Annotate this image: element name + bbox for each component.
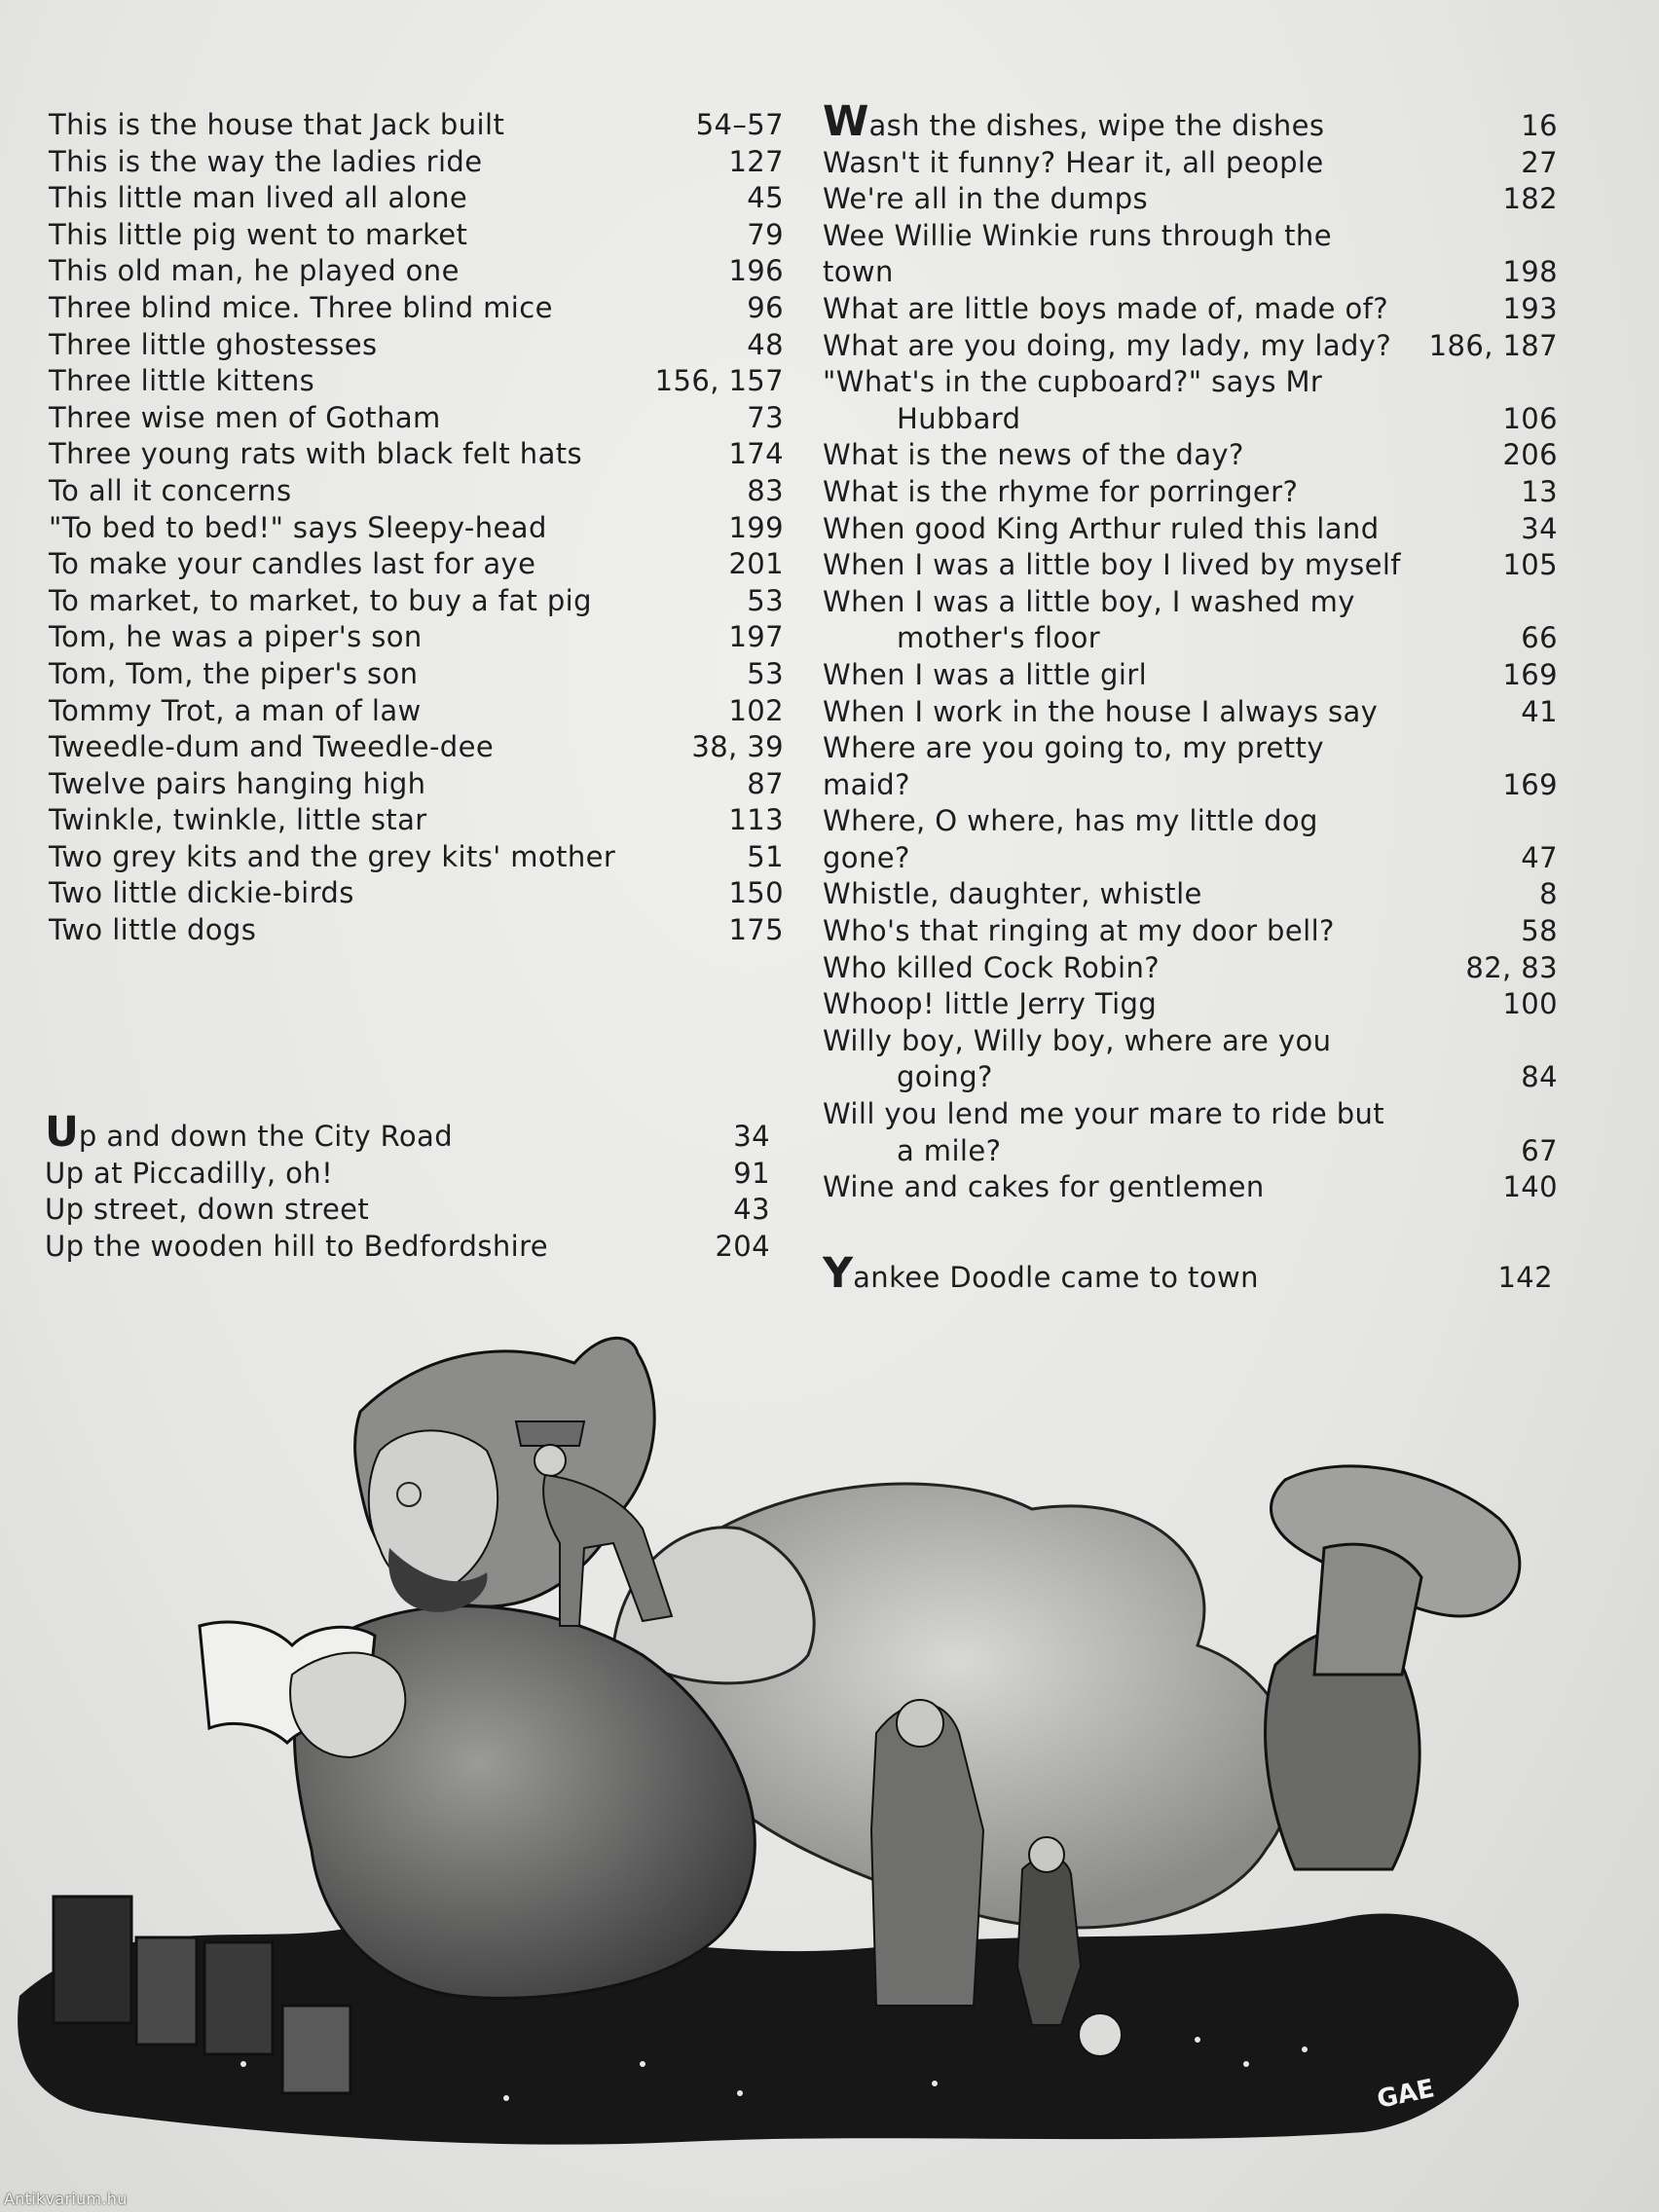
index-entry bbox=[823, 181, 1558, 218]
entry-page-number: 197 bbox=[728, 620, 784, 654]
entry-title: Tweedle-dum and Tweedle-dee bbox=[49, 730, 495, 764]
entry-page-number: 51 bbox=[747, 839, 784, 873]
index-entry bbox=[49, 912, 784, 949]
entry-title: Where, O where, has my little dog gone? bbox=[823, 804, 1318, 874]
entry-page-number: 142 bbox=[1497, 1261, 1553, 1294]
index-entry bbox=[49, 290, 784, 327]
index-entry bbox=[49, 400, 784, 437]
entry-title: Where are you going to, my pretty maid? bbox=[823, 731, 1324, 801]
entry-title: When I was a little boy, I washed my bbox=[823, 584, 1355, 618]
entry-page-number: 169 bbox=[1502, 657, 1558, 691]
index-entry bbox=[49, 802, 784, 839]
entry-page-number: 48 bbox=[747, 327, 784, 361]
entry-title: Up the wooden hill to Bedfordshire bbox=[45, 1229, 549, 1263]
entry-page-number: 13 bbox=[1521, 474, 1558, 508]
entry-page-number: 43 bbox=[733, 1193, 770, 1227]
index-entry bbox=[823, 950, 1558, 987]
section-initial-letter: Y bbox=[823, 1249, 854, 1298]
entry-title bbox=[823, 97, 1558, 146]
entry-title-rest: p and down the City Road bbox=[78, 1120, 454, 1153]
entry-page-number: 100 bbox=[1502, 987, 1558, 1021]
index-entry bbox=[49, 729, 784, 766]
index-entry bbox=[823, 364, 1558, 437]
index-entry bbox=[49, 144, 784, 181]
index-entry bbox=[45, 1192, 770, 1229]
entry-page-number: 198 bbox=[1502, 255, 1558, 289]
index-entry bbox=[49, 327, 784, 364]
index-entry bbox=[45, 1156, 770, 1193]
index-entry bbox=[49, 436, 784, 473]
entry-title-rest: ash the dishes, wipe the dishes bbox=[868, 109, 1325, 142]
entry-title: To make your candles last for aye bbox=[49, 547, 536, 581]
index-entry bbox=[823, 730, 1558, 803]
entry-title: Tom, he was a piper's son bbox=[49, 620, 423, 654]
index-entry bbox=[49, 875, 784, 912]
entry-title: What is the news of the day? bbox=[823, 438, 1244, 472]
entry-title-rest: ankee Doodle came to town bbox=[853, 1261, 1259, 1294]
entry-page-number: 102 bbox=[728, 693, 784, 727]
index-entry bbox=[49, 583, 784, 620]
entry-title: When I work in the house I always say bbox=[823, 694, 1379, 728]
index-entry bbox=[823, 511, 1558, 548]
entry-title: This is the house that Jack built bbox=[49, 108, 505, 141]
index-entry bbox=[49, 473, 784, 510]
entry-title: Twelve pairs hanging high bbox=[49, 766, 426, 800]
index-entry bbox=[49, 546, 784, 583]
entry-title: Will you lend me your mare to ride but bbox=[823, 1097, 1385, 1131]
watermark: Antikvarium.hu bbox=[4, 2190, 128, 2208]
entry-page-number: 91 bbox=[733, 1156, 770, 1190]
entry-page-number: 45 bbox=[747, 181, 784, 215]
index-entry bbox=[823, 694, 1558, 731]
entry-page-number: 175 bbox=[728, 913, 784, 947]
entry-page-number: 41 bbox=[1521, 694, 1558, 728]
entry-page-number: 186, 187 bbox=[1428, 328, 1558, 362]
entry-title-continued: mother's floor bbox=[897, 621, 1101, 655]
entry-title: Three wise men of Gotham bbox=[49, 400, 441, 434]
entry-title: Who's that ringing at my door bell? bbox=[823, 914, 1335, 948]
entry-page-number: 8 bbox=[1539, 877, 1558, 911]
index-section-u bbox=[45, 1108, 770, 1265]
entry-page-number: 84 bbox=[1521, 1060, 1558, 1094]
index-entry bbox=[49, 766, 784, 803]
entry-title: This little pig went to market bbox=[49, 217, 468, 251]
index-entry bbox=[49, 217, 784, 254]
entry-title: Three blind mice. Three blind mice bbox=[49, 290, 553, 324]
entry-title: When I was a little girl bbox=[823, 657, 1148, 691]
entry-title-continued: Hubbard bbox=[897, 401, 1021, 435]
entry-title: This old man, he played one bbox=[49, 254, 460, 288]
entry-page-number: 113 bbox=[728, 803, 784, 837]
entry-page-number: 150 bbox=[728, 876, 784, 910]
index-entry bbox=[49, 180, 784, 217]
entry-page-number: 79 bbox=[747, 217, 784, 251]
entry-title: What are you doing, my lady, my lady? bbox=[823, 328, 1392, 362]
index-entry bbox=[823, 97, 1558, 146]
index-entry bbox=[49, 619, 784, 656]
entry-page-number: 34 bbox=[1521, 511, 1558, 545]
index-entry bbox=[823, 328, 1558, 365]
index-entry bbox=[823, 474, 1558, 511]
entry-title: Three little ghostesses bbox=[49, 327, 378, 361]
index-entry bbox=[823, 913, 1558, 950]
entry-title: Three young rats with black felt hats bbox=[49, 437, 583, 471]
entry-title: To all it concerns bbox=[49, 473, 292, 507]
entry-title: Tommy Trot, a man of law bbox=[49, 693, 422, 727]
entry-page-number: 196 bbox=[728, 254, 784, 288]
entry-page-number: 73 bbox=[747, 400, 784, 434]
index-entry bbox=[823, 1096, 1558, 1169]
entry-title: Three little kittens bbox=[49, 364, 315, 398]
index-entry bbox=[823, 986, 1558, 1023]
entry-title: Two little dickie-birds bbox=[49, 876, 354, 910]
index-entry bbox=[49, 693, 784, 730]
index-entry bbox=[823, 803, 1558, 876]
artist-signature: GAE bbox=[1374, 2074, 1437, 2115]
entry-page-number: 169 bbox=[1502, 767, 1558, 801]
entry-page-number: 105 bbox=[1502, 548, 1558, 582]
entry-page-number: 53 bbox=[747, 656, 784, 690]
index-entry bbox=[823, 1169, 1558, 1206]
index-entry bbox=[823, 437, 1558, 474]
entry-page-number: 67 bbox=[1521, 1133, 1558, 1167]
entry-title-continued: a mile? bbox=[897, 1133, 1002, 1167]
entry-page-number: 38, 39 bbox=[691, 730, 784, 764]
entry-page-number: 127 bbox=[728, 144, 784, 178]
index-entry bbox=[823, 218, 1558, 291]
entry-title: When good King Arthur ruled this land bbox=[823, 511, 1380, 545]
entry-title: Up street, down street bbox=[45, 1193, 370, 1227]
entry-title: Wee Willie Winkie runs through the town bbox=[823, 218, 1332, 289]
entry-page-number: 47 bbox=[1521, 840, 1558, 874]
index-entry bbox=[823, 584, 1558, 657]
index-entry bbox=[823, 657, 1558, 694]
entry-title: To market, to market, to buy a fat pig bbox=[49, 583, 592, 617]
illustration-reading-man bbox=[0, 1324, 1659, 2212]
index-entry bbox=[49, 363, 784, 400]
index-entry bbox=[823, 1249, 1553, 1298]
entry-page-number: 34 bbox=[733, 1120, 770, 1153]
entry-page-number: 54–57 bbox=[695, 108, 784, 141]
index-column-right bbox=[823, 97, 1558, 1206]
entry-page-number: 27 bbox=[1521, 145, 1558, 179]
entry-page-number: 204 bbox=[715, 1229, 770, 1263]
section-initial-letter: U bbox=[45, 1108, 79, 1157]
entry-title: Who killed Cock Robin? bbox=[823, 950, 1161, 984]
entry-title: "To bed to bed!" says Sleepy-head bbox=[49, 510, 547, 544]
entry-page-number: 16 bbox=[1521, 109, 1558, 142]
index-entry bbox=[45, 1229, 770, 1266]
index-entry bbox=[49, 656, 784, 693]
entry-title: What is the rhyme for porringer? bbox=[823, 474, 1299, 508]
entry-title: What are little boys made of, made of? bbox=[823, 291, 1389, 325]
entry-page-number: 87 bbox=[747, 766, 784, 800]
entry-page-number: 140 bbox=[1502, 1170, 1558, 1204]
entry-title: Wine and cakes for gentlemen bbox=[823, 1170, 1265, 1204]
entry-title: "What's in the cupboard?" says Mr bbox=[823, 365, 1323, 399]
index-entry bbox=[823, 1023, 1558, 1096]
entry-page-number: 174 bbox=[728, 437, 784, 471]
entry-page-number: 58 bbox=[1521, 914, 1558, 948]
index-entry bbox=[49, 510, 784, 547]
index-entry bbox=[49, 253, 784, 290]
entry-page-number: 201 bbox=[728, 547, 784, 581]
entry-title-continued: going? bbox=[897, 1060, 993, 1094]
entry-page-number: 193 bbox=[1502, 291, 1558, 325]
entry-title: Twinkle, twinkle, little star bbox=[49, 803, 427, 837]
entry-page-number: 66 bbox=[1521, 621, 1558, 655]
index-entry bbox=[45, 1108, 770, 1157]
entry-page-number: 182 bbox=[1502, 182, 1558, 216]
entry-page-number: 83 bbox=[747, 473, 784, 507]
entry-title: When I was a little boy I lived by myself bbox=[823, 548, 1401, 582]
entry-title: Two little dogs bbox=[49, 913, 257, 947]
entry-title: Whoop! little Jerry Tigg bbox=[823, 987, 1158, 1021]
index-entry bbox=[49, 107, 784, 144]
entry-page-number: 53 bbox=[747, 583, 784, 617]
section-initial-letter: W bbox=[823, 97, 869, 146]
entry-title: We're all in the dumps bbox=[823, 182, 1149, 216]
entry-title: Up at Piccadilly, oh! bbox=[45, 1156, 334, 1190]
entry-title: Whistle, daughter, whistle bbox=[823, 877, 1202, 911]
index-entry bbox=[823, 145, 1558, 182]
entry-title: Willy boy, Willy boy, where are you bbox=[823, 1023, 1332, 1057]
entry-page-number: 82, 83 bbox=[1465, 950, 1558, 984]
entry-title: This is the way the ladies ride bbox=[49, 144, 483, 178]
index-entry bbox=[49, 839, 784, 876]
entry-title bbox=[823, 1249, 1553, 1298]
entry-title: Tom, Tom, the piper's son bbox=[49, 656, 419, 690]
entry-page-number: 106 bbox=[1502, 401, 1558, 435]
entry-title: Wasn't it funny? Hear it, all people bbox=[823, 145, 1324, 179]
entry-page-number: 199 bbox=[728, 510, 784, 544]
entry-title bbox=[45, 1108, 770, 1157]
legs-and-boot bbox=[1266, 1466, 1520, 1869]
entry-page-number: 156, 157 bbox=[654, 364, 784, 398]
index-entry bbox=[823, 876, 1558, 913]
entry-title: Two grey kits and the grey kits' mother bbox=[49, 839, 616, 873]
index-entry bbox=[823, 291, 1558, 328]
entry-page-number: 206 bbox=[1502, 438, 1558, 472]
entry-title: This little man lived all alone bbox=[49, 181, 468, 215]
index-entry bbox=[823, 547, 1558, 584]
index-section-y bbox=[823, 1249, 1553, 1298]
index-column-left bbox=[49, 107, 784, 949]
entry-page-number: 96 bbox=[747, 290, 784, 324]
